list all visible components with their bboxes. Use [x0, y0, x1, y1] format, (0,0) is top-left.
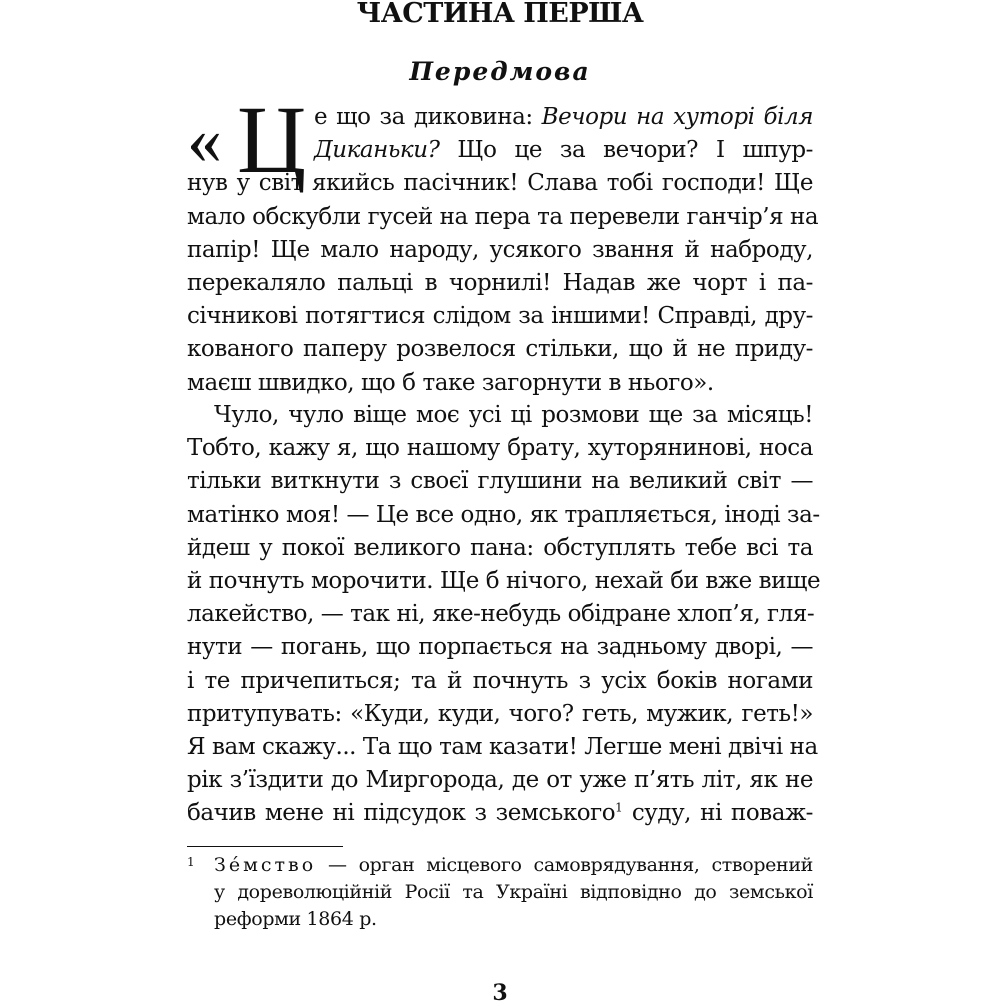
book-title-italic: Диканьки? [314, 137, 440, 164]
text-line: матінко моя! — Це все одно, як трапляється, іноді за- [187, 501, 820, 528]
text-segment: — орган місцевого самоврядування, створений [316, 854, 813, 876]
footnote-line: у дореволюційній Росії та Україні відповідно до земської [214, 881, 813, 903]
part-title: ЧАСТИНА ПЕРША [356, 0, 644, 29]
text-line: нути — погань, що порпається на задньому дворі, — [187, 634, 813, 661]
footnote-divider [187, 846, 343, 847]
text-line: Тобто, кажу я, що нашому брату, хуторянинові, носа [187, 435, 813, 462]
footnote-term: Зе́мство [214, 854, 317, 876]
text-line: притупувать: «Куди, куди, чого? геть, мужик, геть!» [187, 700, 813, 727]
text-line: Чуло, чуло віще моє усі ці розмови ще за місяць! [214, 402, 813, 428]
paragraph-1 [187, 101, 819, 400]
footnote-line: реформи 1864 р. [214, 908, 377, 930]
text-line: рік з’їздити до Миргорода, де от уже п’ять літ, як не [187, 767, 813, 794]
text-line: Я вам скажу... Та що там казати! Легше мені двічі на [187, 733, 818, 760]
text-segment: суду, ні поваж- [622, 800, 814, 827]
footnote [187, 852, 813, 933]
text-line [187, 134, 813, 167]
text-line: лакейство, — так ні, яке-небудь обідране хлоп’я, гля- [187, 601, 815, 628]
text-line: тільки виткнути з своєї глушини на великий світ — [187, 468, 813, 495]
text-line: нув у світ якийсь пасічник! Слава тобі господи! Ще [187, 170, 813, 197]
text-segment: е що за диковина: [314, 104, 542, 130]
text-line: й почнуть морочити. Ще б нічого, нехай би вже вище [187, 567, 821, 594]
drop-cap-quote: « [187, 102, 222, 179]
chapter-title: Передмова [409, 57, 591, 86]
text-segment: Що це за вечори? І шпур- [439, 137, 813, 164]
text-line: кованого паперу розвелося стільки, що й не приду- [187, 336, 813, 363]
text-line: мало обскубли гусей на пера та перевели ганчір’я на [187, 203, 819, 230]
text-line: йдеш у покої великого пана: обступлять тебе всі та [187, 534, 813, 561]
text-line: маєш швидко, що б таке загорнути в нього». [187, 369, 714, 396]
text-line: і те причепиться; та й почнуть з усіх боків ногами [187, 667, 813, 694]
text-line [187, 797, 813, 830]
book-title-italic: Вечори на хуторі біля [541, 104, 813, 130]
drop-cap-letter: Ц [237, 86, 307, 193]
page-number: 3 [492, 980, 508, 1006]
text-segment: бачив мене ні підсудок з земського [187, 800, 616, 827]
text-line: січникові потягтися слідом за іншими! Справді, дру- [187, 303, 813, 330]
text-line: папір! Ще мало народу, усякого звання й наброду, [187, 236, 813, 263]
paragraph-2 [187, 399, 821, 830]
footnote-reference[interactable]: 1 [615, 800, 623, 815]
footnote-mark: 1 [187, 855, 195, 869]
text-line [187, 101, 813, 134]
text-line: перекаляло пальці в чорнилі! Надав же чорт і па- [187, 269, 813, 296]
footnote-line [187, 852, 813, 879]
